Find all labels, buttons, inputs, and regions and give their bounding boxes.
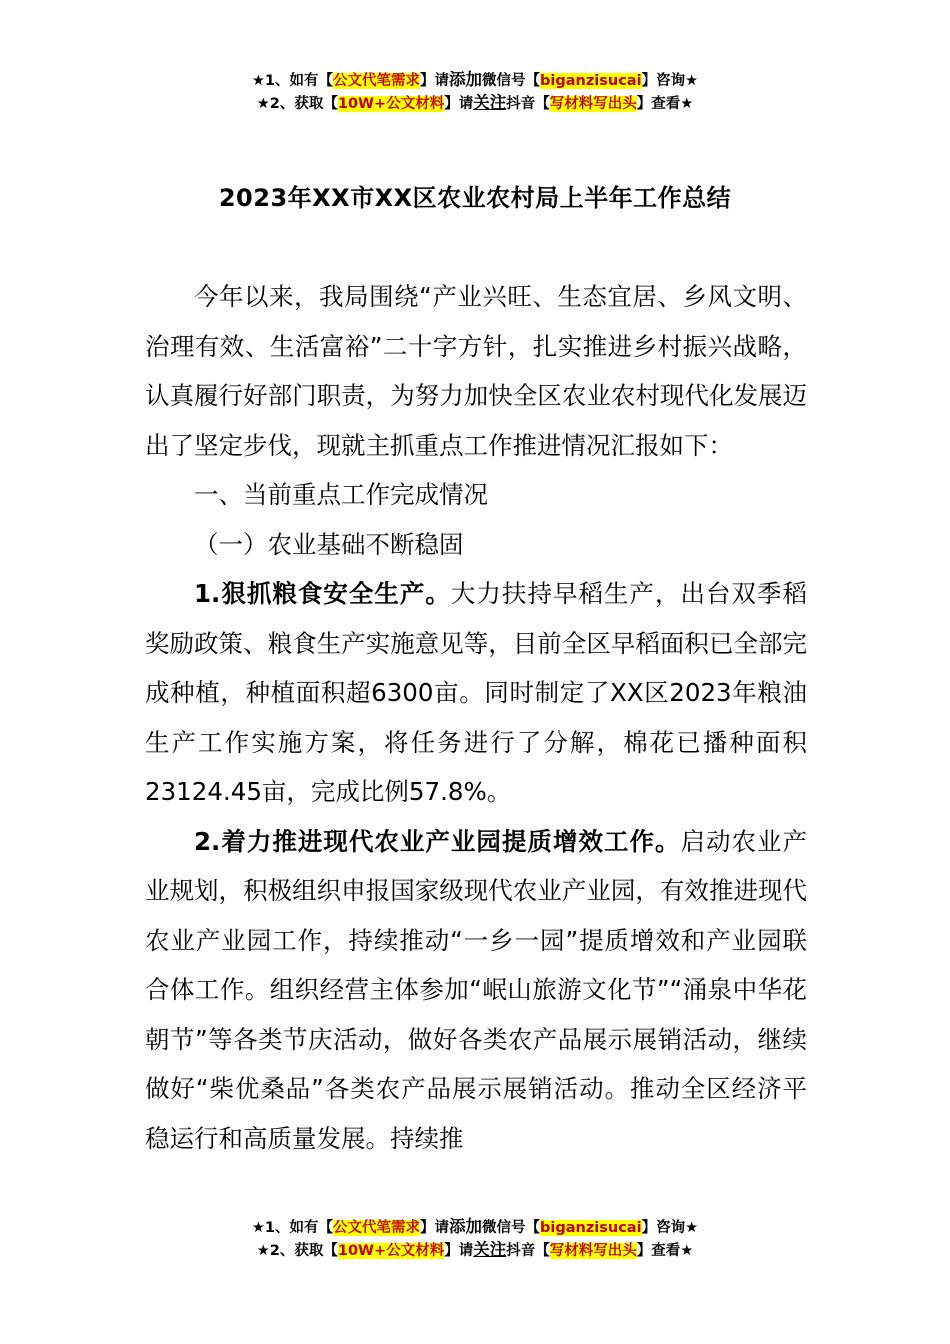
section-heading: 一、当前重点工作完成情况: [194, 480, 488, 509]
promo-douyin-id: 写材料写出头: [549, 96, 637, 112]
promo-wechat-id: biganzisucai: [540, 1220, 642, 1236]
promo-text: 】查看★: [636, 96, 694, 112]
document-body: [145, 272, 807, 1163]
promo-highlight: 公文代笔需求: [333, 1220, 421, 1236]
promo-text: 】查看★: [636, 1243, 694, 1259]
promo-highlight: 10W+公文材料: [337, 1243, 445, 1259]
document-title: 2023年XX市XX区农业农村局上半年工作总结: [218, 184, 732, 212]
promo-header: [0, 69, 950, 115]
intro-paragraph: 今年以来，我局围绕“产业兴旺、生态宜居、乡风文明、治理有效、生活富裕”二十字方针，扎实推进乡村振兴战略，认真履行好部门职责，为努力加快全区农业农村现代化发展迈出了坚定步伐，现就主抓重点工作推进情况汇报如下：: [145, 282, 807, 460]
promo-line-1: [0, 1216, 950, 1239]
item-1-heading: 1.狠抓粮食安全生产。: [194, 579, 451, 608]
item-1-text: 大力扶持早稻生产，出台双季稻奖励政策、粮食生产实施意见等，目前全区早稻面积已全部完成种植，种植面积超6300亩。同时制定了XX区2023年粮油生产工作实施方案，将任务进行了分解，棉花已播种面积23124.45亩，完成比例57.8%。: [145, 579, 807, 806]
promo-text: 】咨询★: [641, 1220, 699, 1236]
promo-highlight: 公文代笔需求: [333, 73, 421, 89]
promo-text: 关注: [473, 93, 507, 112]
promo-text: 】请: [444, 1243, 474, 1259]
promo-footer: [0, 1216, 950, 1262]
promo-text: 】请: [444, 96, 474, 112]
promo-text: 关注: [473, 1240, 507, 1259]
promo-text: ★1、如有【: [251, 73, 334, 89]
promo-line-2: [0, 92, 950, 115]
promo-text: ★2、获取【: [256, 96, 338, 112]
promo-text: 抖音【: [506, 96, 550, 112]
promo-text: 抖音【: [506, 1243, 550, 1259]
promo-highlight: 10W+公文材料: [337, 96, 445, 112]
promo-text: 】咨询★: [641, 73, 699, 89]
promo-line-2: [0, 1239, 950, 1262]
promo-text: 微信号【: [482, 73, 541, 89]
subsection-heading: （一）农业基础不断稳固: [194, 529, 464, 559]
promo-text: 】请: [420, 73, 450, 89]
promo-text: 】请: [420, 1220, 450, 1236]
promo-wechat-id: biganzisucai: [540, 73, 642, 89]
promo-douyin-id: 写材料写出头: [549, 1243, 637, 1259]
promo-text: ★2、获取【: [256, 1243, 338, 1259]
item-2-paragraph: [145, 817, 807, 1164]
item-2-text: 启动农业产业规划，积极组织申报国家级现代农业产业园，有效推进现代农业产业园工作，持续推动“一乡一园”提质增效和产业园联合体工作。组织经营主体参加“岷山旅游文化节”“涌泉中华花朝节”等各类节庆活动，做好各类农产品展示展销活动，继续做好“柴优桑品”各类农产品展示展销活动。推动全区经济平稳运行和高质量发展。持续推: [145, 826, 807, 1153]
item-1-paragraph: [145, 569, 807, 817]
promo-text: 添加: [449, 70, 483, 89]
item-2-heading: 2.着力推进现代农业产业园提质增效工作。: [194, 826, 681, 856]
promo-text: 添加: [449, 1217, 483, 1236]
promo-text: 微信号【: [482, 1220, 541, 1236]
promo-line-1: [0, 69, 950, 92]
promo-text: ★1、如有【: [251, 1220, 334, 1236]
